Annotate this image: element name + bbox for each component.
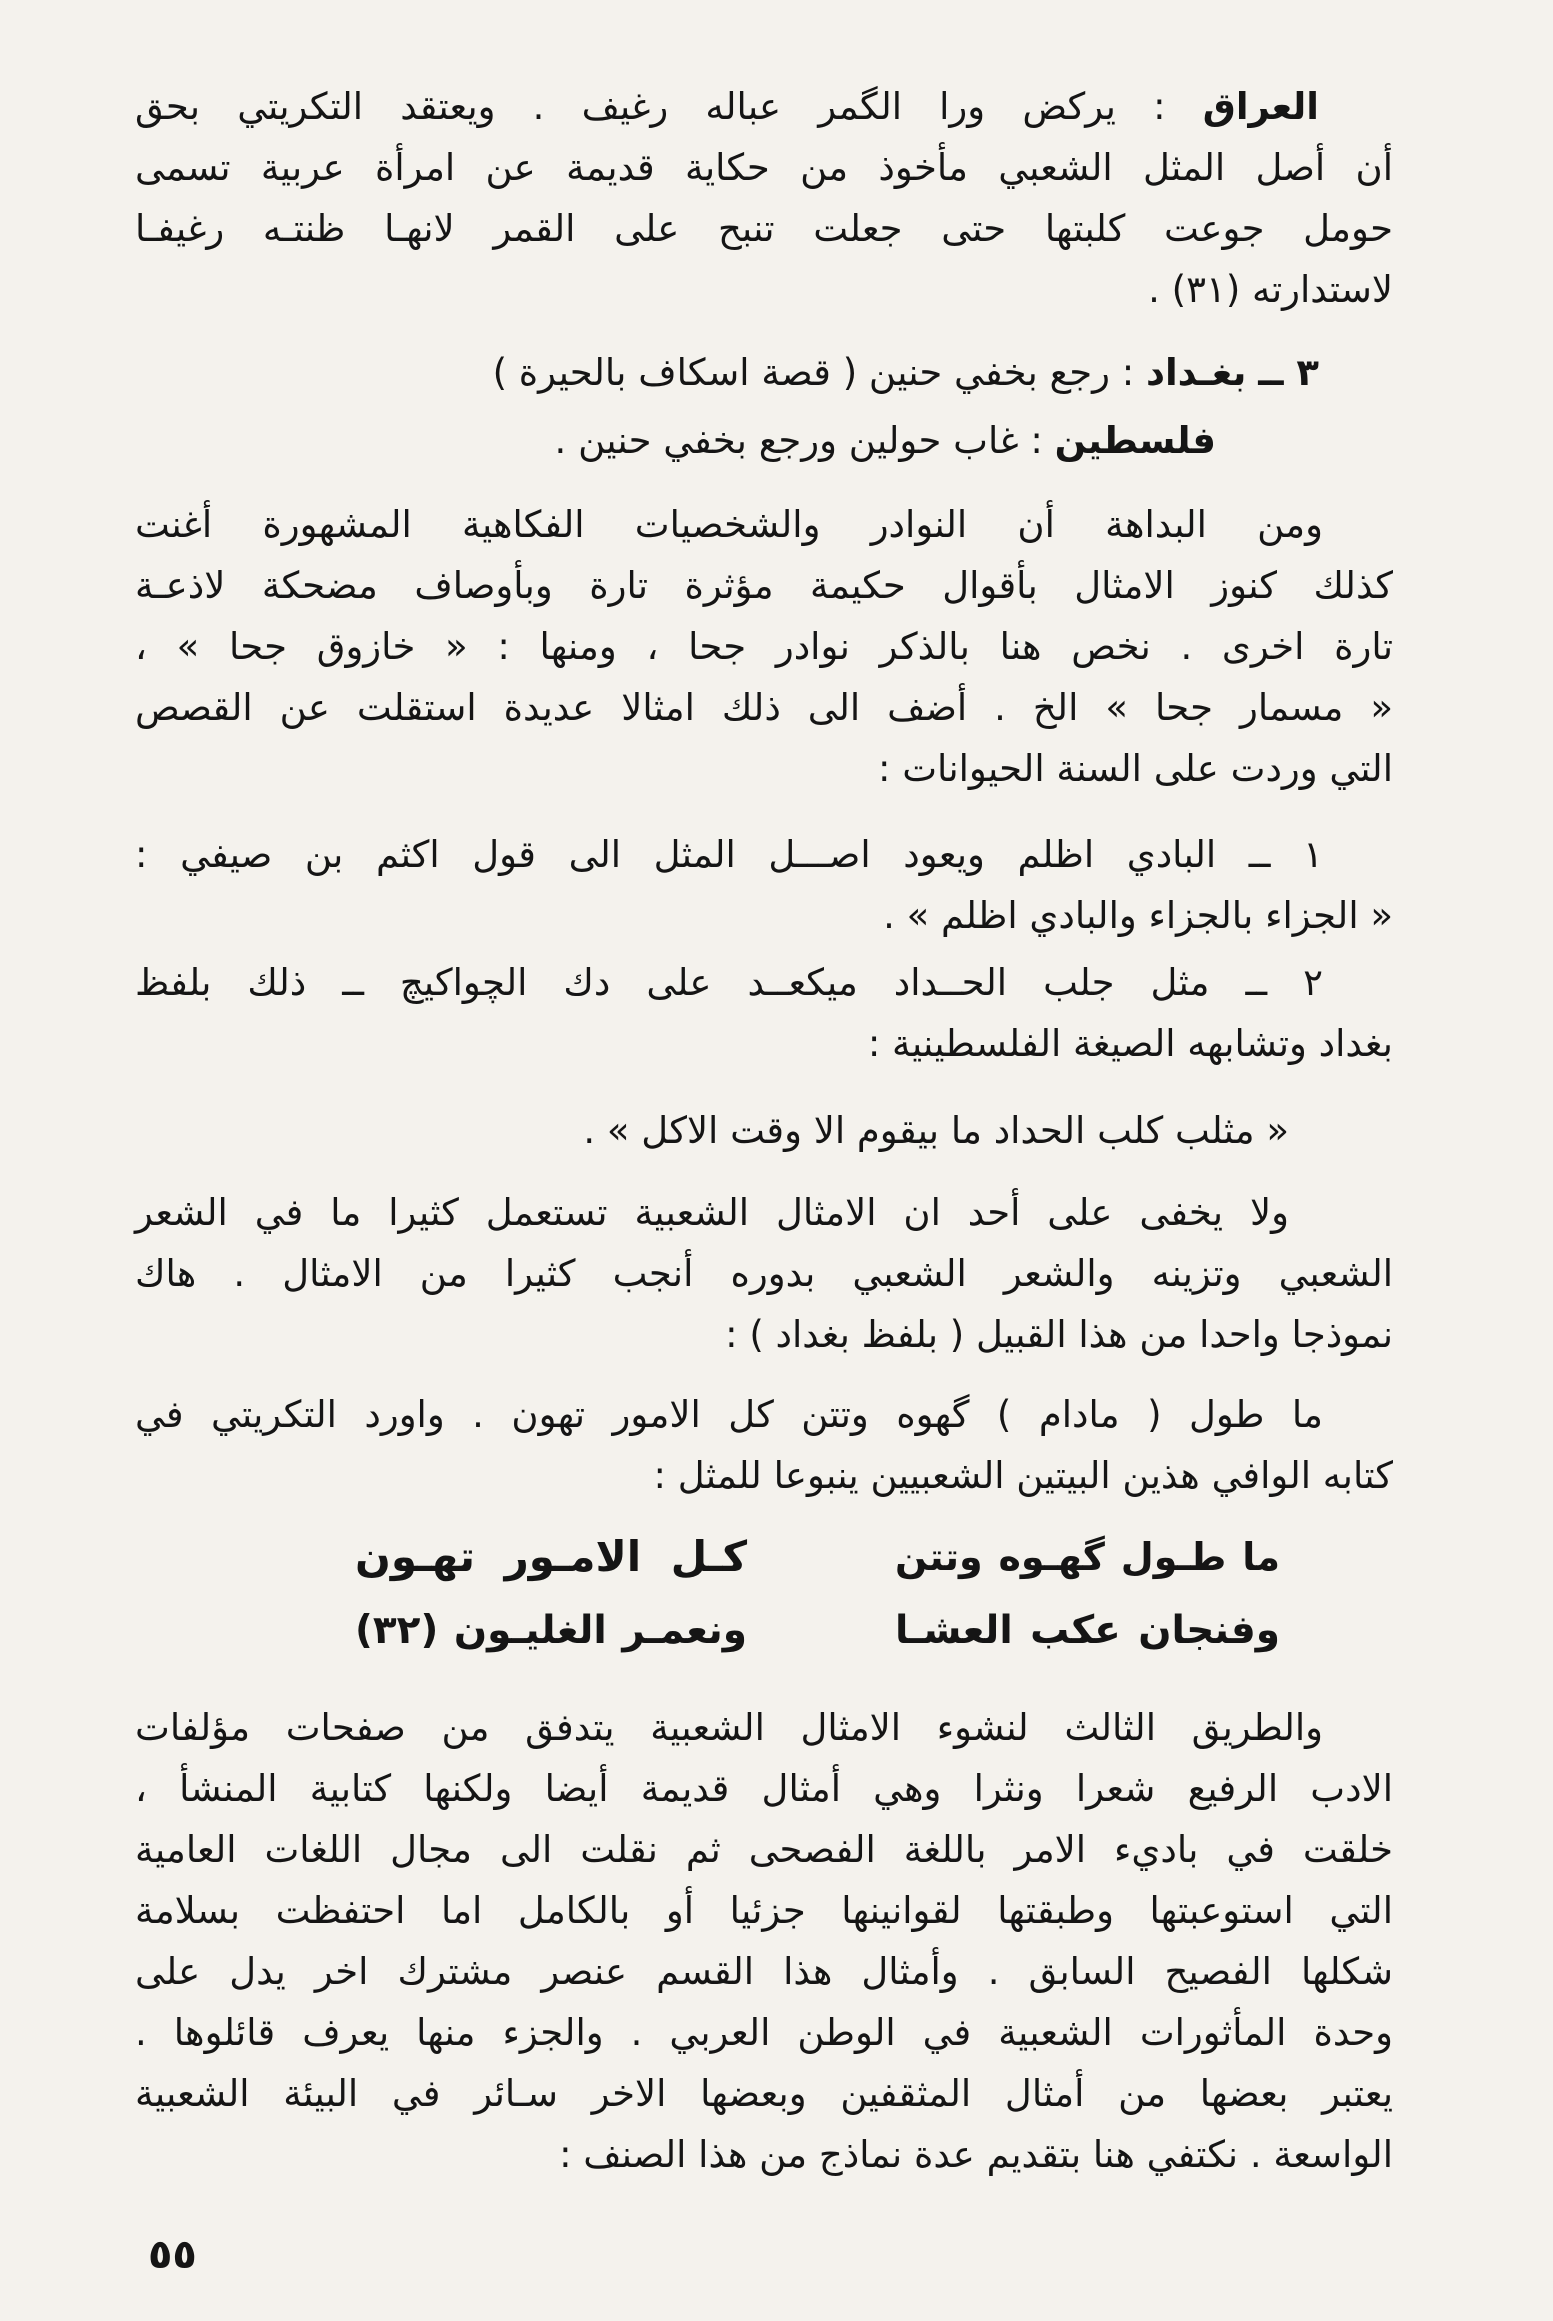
paragraph-line: والطريق الثالث لنشوء الامثال الشعبية يتدفق من صفحات مؤلفات xyxy=(135,1706,1323,1749)
poem-hemistich-second: ونعمـر الغليـون (٣٢) xyxy=(355,1608,747,1653)
paragraph-line: ١ ــ البادي اظلم ويعود اصـــل المثل الى قول اكثم بن صيفي : xyxy=(135,833,1323,876)
paragraph-line: الواسعة . نكتفي هنا بتقديم عدة نماذج من هذا الصنف : xyxy=(559,2133,1393,2176)
paragraph-line: ومن البداهة أن النوادر والشخصيات الفكاهية المشهورة أغنت xyxy=(135,503,1323,546)
paragraph-line: ٢ ــ مثل جلب الحــداد ميكعــد على دك الچواكيچ ــ ذلك بلفظ xyxy=(135,961,1323,1004)
page-text-block xyxy=(135,76,1393,2185)
proverb-baghdad-line xyxy=(135,342,1393,403)
paragraph-line: بغداد وتشابهه الصيغة الفلسطينية : xyxy=(867,1022,1393,1065)
paragraph-line: ولا يخفى على أحد ان الامثال الشعبية تستعمل كثيرا ما في الشعر xyxy=(135,1191,1289,1234)
paragraph-line: خلقت في باديء الامر باللغة الفصحى ثم نقلت الى مجال اللغات العامية xyxy=(135,1828,1393,1871)
paragraph-line: كذلك كنوز الامثال بأقوال حكيمة مؤثرة تارة وبأوصاف مضحكة لاذعـة xyxy=(135,564,1393,607)
quote-palestine-proverb: « مثلب كلب الحداد ما بيقوم الا وقت الاكل » . xyxy=(583,1109,1289,1152)
paragraph-line: حومل جوعت كلبتها حتى جعلت تنبح على القمر لانهـا ظنتـه رغيفـا xyxy=(135,207,1393,250)
example-1 xyxy=(135,824,1393,946)
paragraph-line: لاستدارته (٣١) . xyxy=(1148,268,1393,311)
paragraph-line: أن أصل المثل الشعبي مأخوذ من حكاية قديمة عن امرأة عربية تسمى xyxy=(135,146,1393,189)
poem-hemistich-first: وفنجان عكب العشـا xyxy=(895,1608,1280,1653)
proverb-text-iraq: : يركض ورا الگمر عباله رغيف . ويعتقد التكريتي بحق xyxy=(135,85,1166,128)
region-label-iraq: العراق xyxy=(1202,85,1319,128)
paragraph-line: « مسمار جحا » الخ . أضف الى ذلك امثالا عديدة استقلت عن القصص xyxy=(135,686,1393,729)
paragraph-line: التي استوعبتها وطبقتها لقوانينها جزئيا أو بالكامل اما احتفظت بسلامة xyxy=(135,1889,1393,1932)
paragraph-line: تارة اخرى . نخص هنا بالذكر نوادر جحا ، ومنها : « خازوق جحا » ، xyxy=(135,625,1393,668)
poem-verse xyxy=(135,1520,1393,1594)
paragraph-line: الادب الرفيع شعرا ونثرا وهي أمثال قديمة أيضا ولكنها كتابية المنشأ ، xyxy=(135,1767,1393,1810)
paragraph-iraq-proverb xyxy=(135,76,1393,320)
poem-hemistich-first: ما طـول گهـوه وتتن xyxy=(895,1535,1280,1579)
paragraph-line: وحدة المأثورات الشعبية في الوطن العربي . والجزء منها يعرف قائلوها . xyxy=(135,2011,1393,2054)
paragraph-humor xyxy=(135,494,1393,799)
paragraph-line: « الجزاء بالجزاء والبادي اظلم » . xyxy=(883,894,1393,937)
region-label-baghdad: بغـداد xyxy=(1145,351,1247,394)
proverb-palestine-line xyxy=(135,410,1393,471)
proverb-number: ٣ ــ xyxy=(1258,351,1319,394)
page-number: ٥٥ xyxy=(148,2232,197,2278)
paragraph-folk-poetry xyxy=(135,1182,1393,1365)
paragraph-line: نموذجا واحدا من هذا القبيل ( بلفظ بغداد ) : xyxy=(725,1313,1393,1356)
paragraph-line: يعتبر بعضها من أمثال المثقفين وبعضها الاخر سـائر في البيئة الشعبية xyxy=(135,2072,1393,2115)
paragraph-third-way xyxy=(135,1697,1393,2185)
paragraph-tikriti xyxy=(135,1384,1393,1506)
proverb-text-baghdad: : رجع بخفي حنين ( قصة اسكاف بالحيرة ) xyxy=(492,351,1135,394)
region-label-palestine: فلسطين xyxy=(1054,419,1216,462)
paragraph-line xyxy=(135,76,1393,137)
paragraph-line: كتابه الوافي هذين البيتين الشعبيين ينبوعا للمثل : xyxy=(653,1454,1393,1497)
paragraph-line: ما طول ( مادام ) گهوه وتتن كل الامور تهون . واورد التكريتي في xyxy=(135,1393,1323,1436)
poem-hemistich-second: كـل الامـور تهـون xyxy=(355,1532,747,1581)
paragraph-line: الشعبي وتزينه والشعر الشعبي بدوره أنجب كثيرا من الامثال . هاك xyxy=(135,1252,1393,1295)
poem-verses xyxy=(135,1520,1393,1668)
poem-verse xyxy=(135,1594,1393,1668)
example-2 xyxy=(135,952,1393,1074)
proverb-text-palestine: : غاب حولين ورجع بخفي حنين . xyxy=(554,419,1043,462)
paragraph-line: شكلها الفصيح السابق . وأمثال هذا القسم عنصر مشترك اخر يدل على xyxy=(135,1950,1393,1993)
paragraph-line: التي وردت على السنة الحيوانات : xyxy=(877,747,1393,790)
